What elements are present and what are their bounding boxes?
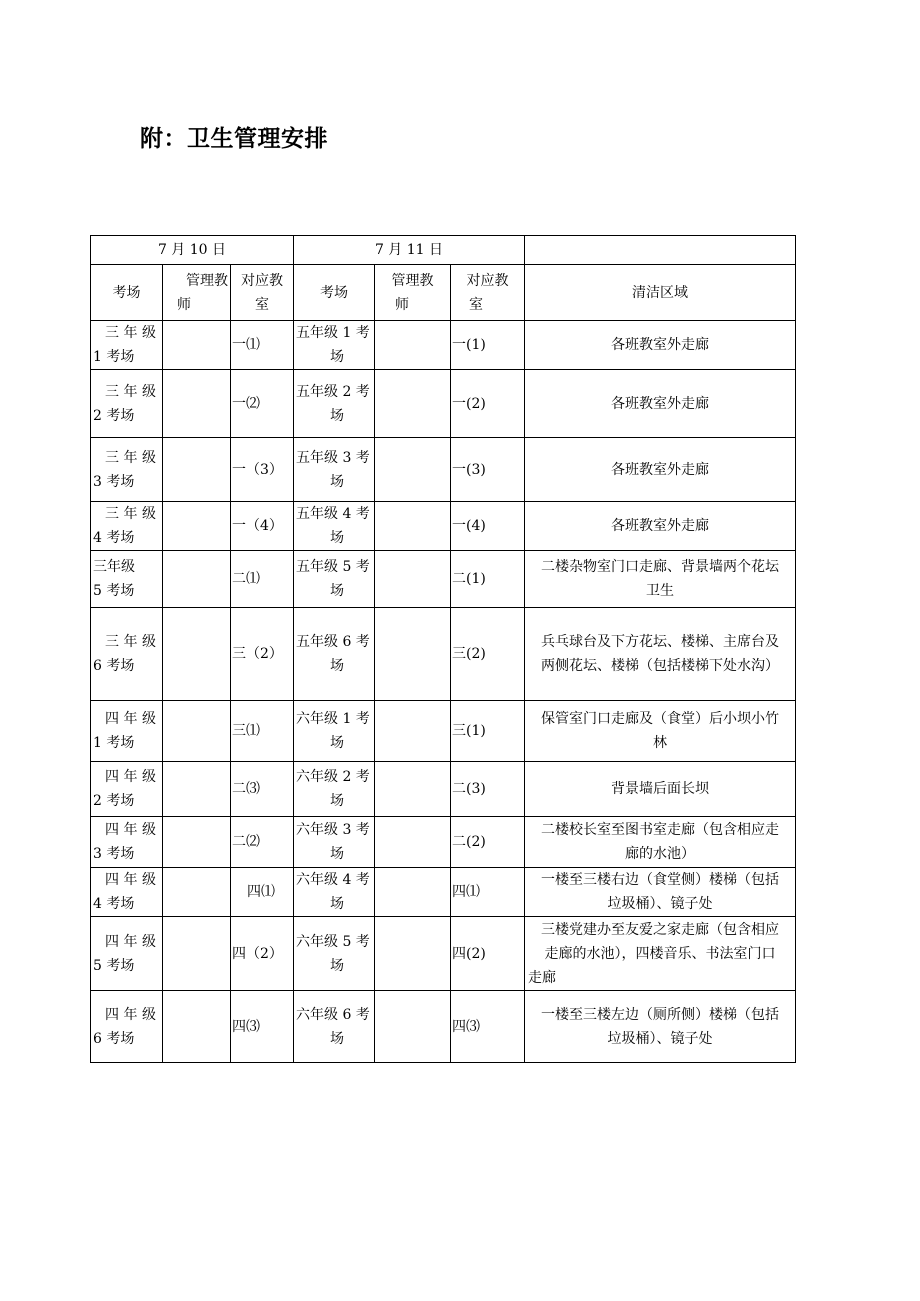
- exam-room-cell: 四 年 级 3 考场: [91, 817, 163, 868]
- exam-room-cell: 三 年 级 6 考场: [91, 608, 163, 701]
- exam-room-cell-2: 六年级 4 考 场: [294, 868, 375, 917]
- class-cell-2: 三(1): [451, 701, 525, 762]
- area-header: 清洁区域: [525, 265, 796, 321]
- table-row: [91, 608, 796, 701]
- column-header-row: [91, 265, 796, 321]
- class-cell-2: 二(2): [451, 817, 525, 868]
- exam-room-cell-2: 六年级 6 考 场: [294, 991, 375, 1063]
- exam-room-cell: 四 年 级 4 考场: [91, 868, 163, 917]
- area-cell: 三楼党建办至友爱之家走廊（包含相应 走廊的水池），四楼音乐、书法室门口 走廊: [525, 917, 796, 991]
- teacher-cell: [163, 701, 231, 762]
- teacher-cell: [163, 817, 231, 868]
- exam-room-cell-2: 五年级 1 考 场: [294, 321, 375, 370]
- exam-room-cell-2: 六年级 5 考 场: [294, 917, 375, 991]
- exam-room-cell: 三 年 级 2 考场: [91, 370, 163, 438]
- area-cell: 二楼校长室至图书室走廊（包含相应走 廊的水池）: [525, 817, 796, 868]
- class-cell: 一⑴: [231, 321, 294, 370]
- teacher-cell-2: [375, 917, 451, 991]
- teacher-cell-2: [375, 817, 451, 868]
- teacher-cell: [163, 370, 231, 438]
- exam-room-cell-2: 五年级 5 考 场: [294, 551, 375, 608]
- date-2-header: 7 月 11 日: [294, 236, 525, 265]
- class-cell: 四（2）: [231, 917, 294, 991]
- class-cell: 一（4）: [231, 502, 294, 551]
- exam-room-header-1: 考场: [91, 265, 163, 321]
- date-header-row: [91, 236, 796, 265]
- area-cell: 各班教室外走廊: [525, 321, 796, 370]
- exam-room-cell: 四 年 级 6 考场: [91, 991, 163, 1063]
- class-cell-2: 二(3): [451, 762, 525, 817]
- exam-room-cell: 三 年 级 3 考场: [91, 438, 163, 502]
- table-row: [91, 438, 796, 502]
- area-cell: 背景墙后面长坝: [525, 762, 796, 817]
- class-cell-2: 四(2): [451, 917, 525, 991]
- area-cell: 各班教室外走廊: [525, 370, 796, 438]
- class-cell: 二⑵: [231, 817, 294, 868]
- class-cell: 三⑴: [231, 701, 294, 762]
- empty-header-cell: [525, 236, 796, 265]
- teacher-header-1: 管理教 师: [163, 265, 231, 321]
- table-row: [91, 502, 796, 551]
- table-row: [91, 701, 796, 762]
- table-row: [91, 991, 796, 1063]
- exam-room-cell-2: 五年级 6 考 场: [294, 608, 375, 701]
- exam-room-cell-2: 五年级 4 考 场: [294, 502, 375, 551]
- class-cell-2: 一(3): [451, 438, 525, 502]
- teacher-cell-2: [375, 502, 451, 551]
- table-row: [91, 917, 796, 991]
- class-cell-2: 一(4): [451, 502, 525, 551]
- exam-room-cell: 三 年 级 1 考场: [91, 321, 163, 370]
- table-row: [91, 817, 796, 868]
- teacher-cell-2: [375, 868, 451, 917]
- class-header-2: 对应教 室: [451, 265, 525, 321]
- area-cell: 兵乓球台及下方花坛、楼梯、主席台及 两侧花坛、楼梯（包括楼梯下处水沟）: [525, 608, 796, 701]
- teacher-cell: [163, 868, 231, 917]
- exam-room-header-2: 考场: [294, 265, 375, 321]
- class-cell-2: 一(1): [451, 321, 525, 370]
- teacher-cell: [163, 991, 231, 1063]
- teacher-cell-2: [375, 370, 451, 438]
- class-cell-2: 三(2): [451, 608, 525, 701]
- teacher-cell: [163, 438, 231, 502]
- exam-room-cell-2: 六年级 2 考 场: [294, 762, 375, 817]
- page-title: 附：卫生管理安排: [140, 126, 328, 152]
- area-cell: 各班教室外走廊: [525, 502, 796, 551]
- teacher-cell-2: [375, 321, 451, 370]
- class-cell-2: 四⑴: [451, 868, 525, 917]
- table-row: [91, 321, 796, 370]
- sanitation-schedule-table: [90, 235, 796, 1063]
- class-cell: 四⑴: [231, 868, 294, 917]
- area-cell: 保管室门口走廊及（食堂）后小坝小竹 林: [525, 701, 796, 762]
- teacher-cell: [163, 608, 231, 701]
- class-cell: 一（3）: [231, 438, 294, 502]
- table-row: [91, 370, 796, 438]
- exam-room-cell-2: 五年级 3 考 场: [294, 438, 375, 502]
- teacher-cell: [163, 917, 231, 991]
- teacher-cell-2: [375, 551, 451, 608]
- table-row: [91, 551, 796, 608]
- exam-room-cell: 四 年 级 5 考场: [91, 917, 163, 991]
- teacher-cell: [163, 762, 231, 817]
- table-row: [91, 868, 796, 917]
- area-cell: 一楼至三楼左边（厕所侧）楼梯（包括 垃圾桶）、镜子处: [525, 991, 796, 1063]
- exam-room-cell: 三 年 级 4 考场: [91, 502, 163, 551]
- exam-room-cell: 四 年 级 1 考场: [91, 701, 163, 762]
- exam-room-cell: 三年级 5 考场: [91, 551, 163, 608]
- teacher-cell: [163, 321, 231, 370]
- teacher-cell: [163, 551, 231, 608]
- table-row: [91, 762, 796, 817]
- teacher-cell-2: [375, 438, 451, 502]
- teacher-cell-2: [375, 701, 451, 762]
- class-cell-2: 一(2): [451, 370, 525, 438]
- class-cell-2: 四⑶: [451, 991, 525, 1063]
- class-header-1: 对应教 室: [231, 265, 294, 321]
- class-cell: 一⑵: [231, 370, 294, 438]
- area-cell: 各班教室外走廊: [525, 438, 796, 502]
- date-1-header: 7 月 10 日: [91, 236, 294, 265]
- class-cell: 四⑶: [231, 991, 294, 1063]
- teacher-cell: [163, 502, 231, 551]
- class-cell: 二⑶: [231, 762, 294, 817]
- teacher-header-2: 管理教 师: [375, 265, 451, 321]
- class-cell: 三（2）: [231, 608, 294, 701]
- exam-room-cell-2: 六年级 1 考 场: [294, 701, 375, 762]
- teacher-cell-2: [375, 991, 451, 1063]
- exam-room-cell-2: 五年级 2 考 场: [294, 370, 375, 438]
- area-cell: 二楼杂物室门口走廊、背景墙两个花坛 卫生: [525, 551, 796, 608]
- exam-room-cell: 四 年 级 2 考场: [91, 762, 163, 817]
- exam-room-cell-2: 六年级 3 考 场: [294, 817, 375, 868]
- area-cell: 一楼至三楼右边（食堂侧）楼梯（包括 垃圾桶）、镜子处: [525, 868, 796, 917]
- teacher-cell-2: [375, 608, 451, 701]
- teacher-cell-2: [375, 762, 451, 817]
- class-cell: 二⑴: [231, 551, 294, 608]
- class-cell-2: 二(1): [451, 551, 525, 608]
